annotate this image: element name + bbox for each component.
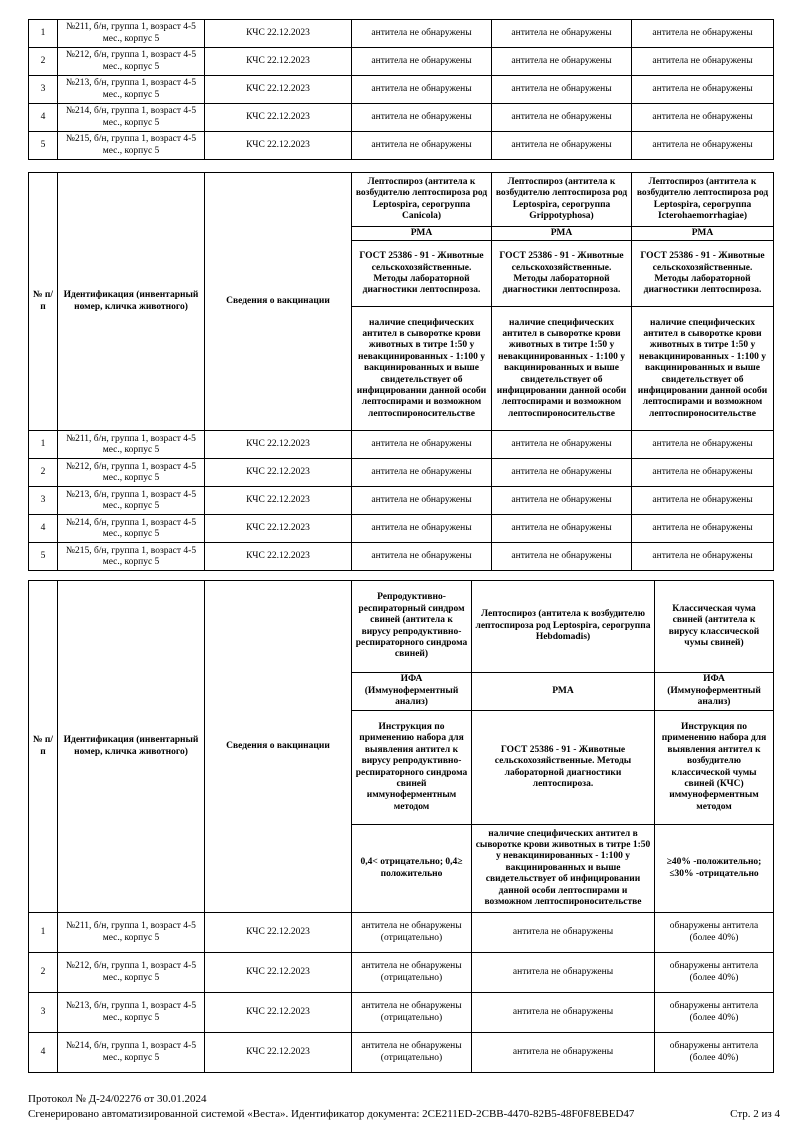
table-row: [29, 20, 774, 48]
cell-id: №211, б/н, группа 1, возраст 4-5 мес., корпус 5: [58, 913, 205, 953]
cell-vac: КЧС 22.12.2023: [205, 20, 352, 48]
cell-id: №211, б/н, группа 1, возраст 4-5 мес., корпус 5: [58, 431, 205, 459]
test-name: Лептоспироз (антитела к возбудителю лептоспироза род Leptospira, серогруппа Hebdomadis): [472, 581, 655, 673]
page-number: Стр. 2 из 4: [730, 1108, 780, 1120]
cell-n: 1: [29, 431, 58, 459]
table-row: [29, 1033, 774, 1073]
cell-r1: антитела не обнаружены: [352, 76, 492, 104]
cell-n: 3: [29, 76, 58, 104]
cell-r2: антитела не обнаружены: [492, 132, 632, 160]
test-standard: ГОСТ 25386 - 91 - Животные сельскохозяйственные. Методы лабораторной диагностики лептоспироза.: [492, 241, 632, 307]
cell-r3: антитела не обнаружены: [632, 20, 774, 48]
cell-r3: антитела не обнаружены: [632, 104, 774, 132]
cell-r2: антитела не обнаружены: [492, 20, 632, 48]
cell-id: №212, б/н, группа 1, возраст 4-5 мес., корпус 5: [58, 459, 205, 487]
cell-vac: КЧС 22.12.2023: [205, 515, 352, 543]
cell-n: 4: [29, 104, 58, 132]
test-standard: ГОСТ 25386 - 91 - Животные сельскохозяйственные. Методы лабораторной диагностики лептоспироза.: [472, 711, 655, 825]
table-row: [29, 132, 774, 160]
cell-r1: антитела не обнаружены: [352, 487, 492, 515]
cell-r1: антитела не обнаружены: [352, 431, 492, 459]
cell-r1: антитела не обнаружены: [352, 104, 492, 132]
cell-r2: антитела не обнаружены: [492, 487, 632, 515]
cell-r3: антитела не обнаружены: [632, 459, 774, 487]
cell-r2: антитела не обнаружены: [492, 48, 632, 76]
cell-r2: антитела не обнаружены: [472, 993, 655, 1033]
cell-vac: КЧС 22.12.2023: [205, 104, 352, 132]
table-row: [29, 104, 774, 132]
cell-vac: КЧС 22.12.2023: [205, 431, 352, 459]
cell-r2: антитела не обнаружены: [472, 1033, 655, 1073]
cell-id: №212, б/н, группа 1, возраст 4-5 мес., корпус 5: [58, 48, 205, 76]
col-header-identification: Идентификация (инвентарный номер, кличка животного): [58, 581, 205, 913]
cell-r2: антитела не обнаружены: [492, 104, 632, 132]
test-name: Лептоспироз (антитела к возбудителю лептоспироза род Leptospira, серогруппа Grippotyphosa): [492, 173, 632, 227]
cell-id: №214, б/н, группа 1, возраст 4-5 мес., корпус 5: [58, 1033, 205, 1073]
table-row: [29, 993, 774, 1033]
test-criteria: наличие специфических антител в сыворотке крови животных в титре 1:50 у невакцинированных - 1:100 у вакцинированных и выше свидетельствует об инфицировании данной особи лептоспирами и возможном лептоспироносительстве: [632, 307, 774, 431]
test-method: РМА: [492, 227, 632, 241]
cell-id: №213, б/н, группа 1, возраст 4-5 мес., корпус 5: [58, 487, 205, 515]
table-row: [29, 515, 774, 543]
cell-id: №214, б/н, группа 1, возраст 4-5 мес., корпус 5: [58, 515, 205, 543]
cell-n: 1: [29, 913, 58, 953]
test-method: РМА: [632, 227, 774, 241]
cell-id: №213, б/н, группа 1, возраст 4-5 мес., корпус 5: [58, 993, 205, 1033]
test-name: Лептоспироз (антитела к возбудителю лептоспироза род Leptospira, серогруппа Icterohaemorrhagiae): [632, 173, 774, 227]
test-method: РМА: [472, 673, 655, 711]
cell-r1: антитела не обнаружены: [352, 515, 492, 543]
cell-n: 2: [29, 953, 58, 993]
test-standard: Инструкция по применению набора для выявления антител к вирусу репродуктивно-респираторного синдрома свиней иммуноферментным методом: [352, 711, 472, 825]
cell-n: 1: [29, 20, 58, 48]
cell-n: 2: [29, 459, 58, 487]
cell-n: 5: [29, 132, 58, 160]
cell-r2: антитела не обнаружены: [472, 913, 655, 953]
cell-n: 4: [29, 1033, 58, 1073]
col-header-identification: Идентификация (инвентарный номер, кличка животного): [58, 173, 205, 431]
cell-r2: антитела не обнаружены: [492, 76, 632, 104]
test-standard: Инструкция по применению набора для выявления антител к возбудителю классической чумы свиней (КЧС) иммуноферментным методом: [655, 711, 774, 825]
cell-r3: обнаружены антитела (более 40%): [655, 913, 774, 953]
table-row: [29, 913, 774, 953]
generated-note: Сгенерировано автоматизированной системой «Веста». Идентификатор документа: 2CE211ED-2CBB-4470-82B5-48F0F8EBED47: [28, 1108, 635, 1120]
cell-r1: антитела не обнаружены: [352, 132, 492, 160]
cell-r2: антитела не обнаружены: [492, 515, 632, 543]
table-row: [29, 459, 774, 487]
cell-id: №214, б/н, группа 1, возраст 4-5 мес., корпус 5: [58, 104, 205, 132]
cell-r1: антитела не обнаружены (отрицательно): [352, 913, 472, 953]
cell-r1: антитела не обнаружены (отрицательно): [352, 993, 472, 1033]
cell-vac: КЧС 22.12.2023: [205, 48, 352, 76]
cell-r3: антитела не обнаружены: [632, 132, 774, 160]
table-row: [29, 48, 774, 76]
cell-r1: антитела не обнаружены (отрицательно): [352, 1033, 472, 1073]
cell-r2: антитела не обнаружены: [492, 543, 632, 571]
protocol-number: Протокол № Д-24/02276 от 30.01.2024: [28, 1093, 207, 1105]
cell-r3: антитела не обнаружены: [632, 543, 774, 571]
cell-n: 5: [29, 543, 58, 571]
cell-vac: КЧС 22.12.2023: [205, 913, 352, 953]
table-row: [29, 76, 774, 104]
leptospirosis-table: [28, 172, 774, 571]
cell-vac: КЧС 22.12.2023: [205, 1033, 352, 1073]
table-row: [29, 953, 774, 993]
cell-r3: обнаружены антитела (более 40%): [655, 993, 774, 1033]
test-criteria: ≥40% -положительно; ≤30% -отрицательно: [655, 825, 774, 913]
cell-r3: антитела не обнаружены: [632, 76, 774, 104]
cell-r3: антитела не обнаружены: [632, 487, 774, 515]
test-name: Репродуктивно-респираторный синдром свиней (антитела к вирусу репродуктивно-респираторного синдрома свиней): [352, 581, 472, 673]
cell-r2: антитела не обнаружены: [472, 953, 655, 993]
test-criteria: 0,4< отрицательно; 0,4≥ положительно: [352, 825, 472, 913]
test-criteria: наличие специфических антител в сыворотке крови животных в титре 1:50 у невакцинированных - 1:100 у вакцинированных и выше свидетельствует об инфицировании данной особи лептоспирами и возможном лептоспироносительстве: [352, 307, 492, 431]
test-name: Лептоспироз (антитела к возбудителю лептоспироза род Leptospira, серогруппа Canicola): [352, 173, 492, 227]
cell-n: 3: [29, 993, 58, 1033]
cell-r3: обнаружены антитела (более 40%): [655, 1033, 774, 1073]
cell-r3: антитела не обнаружены: [632, 48, 774, 76]
cell-vac: КЧС 22.12.2023: [205, 953, 352, 993]
cell-vac: КЧС 22.12.2023: [205, 132, 352, 160]
cell-r1: антитела не обнаружены: [352, 20, 492, 48]
test-method: ИФА (Иммуноферментный анализ): [655, 673, 774, 711]
test-name: Классическая чума свиней (антитела к вирусу классической чумы свиней): [655, 581, 774, 673]
cell-r1: антитела не обнаружены (отрицательно): [352, 953, 472, 993]
results-table-continued: [28, 19, 774, 160]
cell-r1: антитела не обнаружены: [352, 543, 492, 571]
cell-vac: КЧС 22.12.2023: [205, 487, 352, 515]
cell-vac: КЧС 22.12.2023: [205, 459, 352, 487]
test-method: РМА: [352, 227, 492, 241]
cell-id: №212, б/н, группа 1, возраст 4-5 мес., корпус 5: [58, 953, 205, 993]
table-row: [29, 487, 774, 515]
prrs-leptospirosis-csf-table: [28, 580, 774, 1073]
col-header-vaccination: Сведения о вакцинации: [205, 581, 352, 913]
cell-r3: антитела не обнаружены: [632, 431, 774, 459]
cell-id: №215, б/н, группа 1, возраст 4-5 мес., корпус 5: [58, 132, 205, 160]
cell-r2: антитела не обнаружены: [492, 431, 632, 459]
cell-n: 4: [29, 515, 58, 543]
cell-r1: антитела не обнаружены: [352, 459, 492, 487]
cell-vac: КЧС 22.12.2023: [205, 993, 352, 1033]
test-standard: ГОСТ 25386 - 91 - Животные сельскохозяйственные. Методы лабораторной диагностики лептоспироза.: [352, 241, 492, 307]
test-criteria: наличие специфических антител в сыворотке крови животных в титре 1:50 у невакцинированных - 1:100 у вакцинированных и выше свидетельствует об инфицировании данной особи лептоспирами и возможном лептоспироносительстве: [492, 307, 632, 431]
cell-id: №211, б/н, группа 1, возраст 4-5 мес., корпус 5: [58, 20, 205, 48]
test-method: ИФА (Иммуноферментный анализ): [352, 673, 472, 711]
cell-n: 3: [29, 487, 58, 515]
test-criteria: наличие специфических антител в сыворотке крови животных в титре 1:50 у невакцинированных - 1:100 у вакцинированных и выше свидетельствует об инфицировании данной особи лептоспирами и возможном лептоспироносительстве: [472, 825, 655, 913]
cell-r2: антитела не обнаружены: [492, 459, 632, 487]
cell-r3: антитела не обнаружены: [632, 515, 774, 543]
cell-n: 2: [29, 48, 58, 76]
col-header-number: № п/п: [29, 581, 58, 913]
col-header-vaccination: Сведения о вакцинации: [205, 173, 352, 431]
table-row: [29, 543, 774, 571]
col-header-number: № п/п: [29, 173, 58, 431]
cell-id: №215, б/н, группа 1, возраст 4-5 мес., корпус 5: [58, 543, 205, 571]
table-row: [29, 431, 774, 459]
cell-r3: обнаружены антитела (более 40%): [655, 953, 774, 993]
cell-r1: антитела не обнаружены: [352, 48, 492, 76]
cell-id: №213, б/н, группа 1, возраст 4-5 мес., корпус 5: [58, 76, 205, 104]
footer-bar: [28, 1108, 780, 1120]
cell-vac: КЧС 22.12.2023: [205, 543, 352, 571]
cell-vac: КЧС 22.12.2023: [205, 76, 352, 104]
test-standard: ГОСТ 25386 - 91 - Животные сельскохозяйственные. Методы лабораторной диагностики лептоспироза.: [632, 241, 774, 307]
